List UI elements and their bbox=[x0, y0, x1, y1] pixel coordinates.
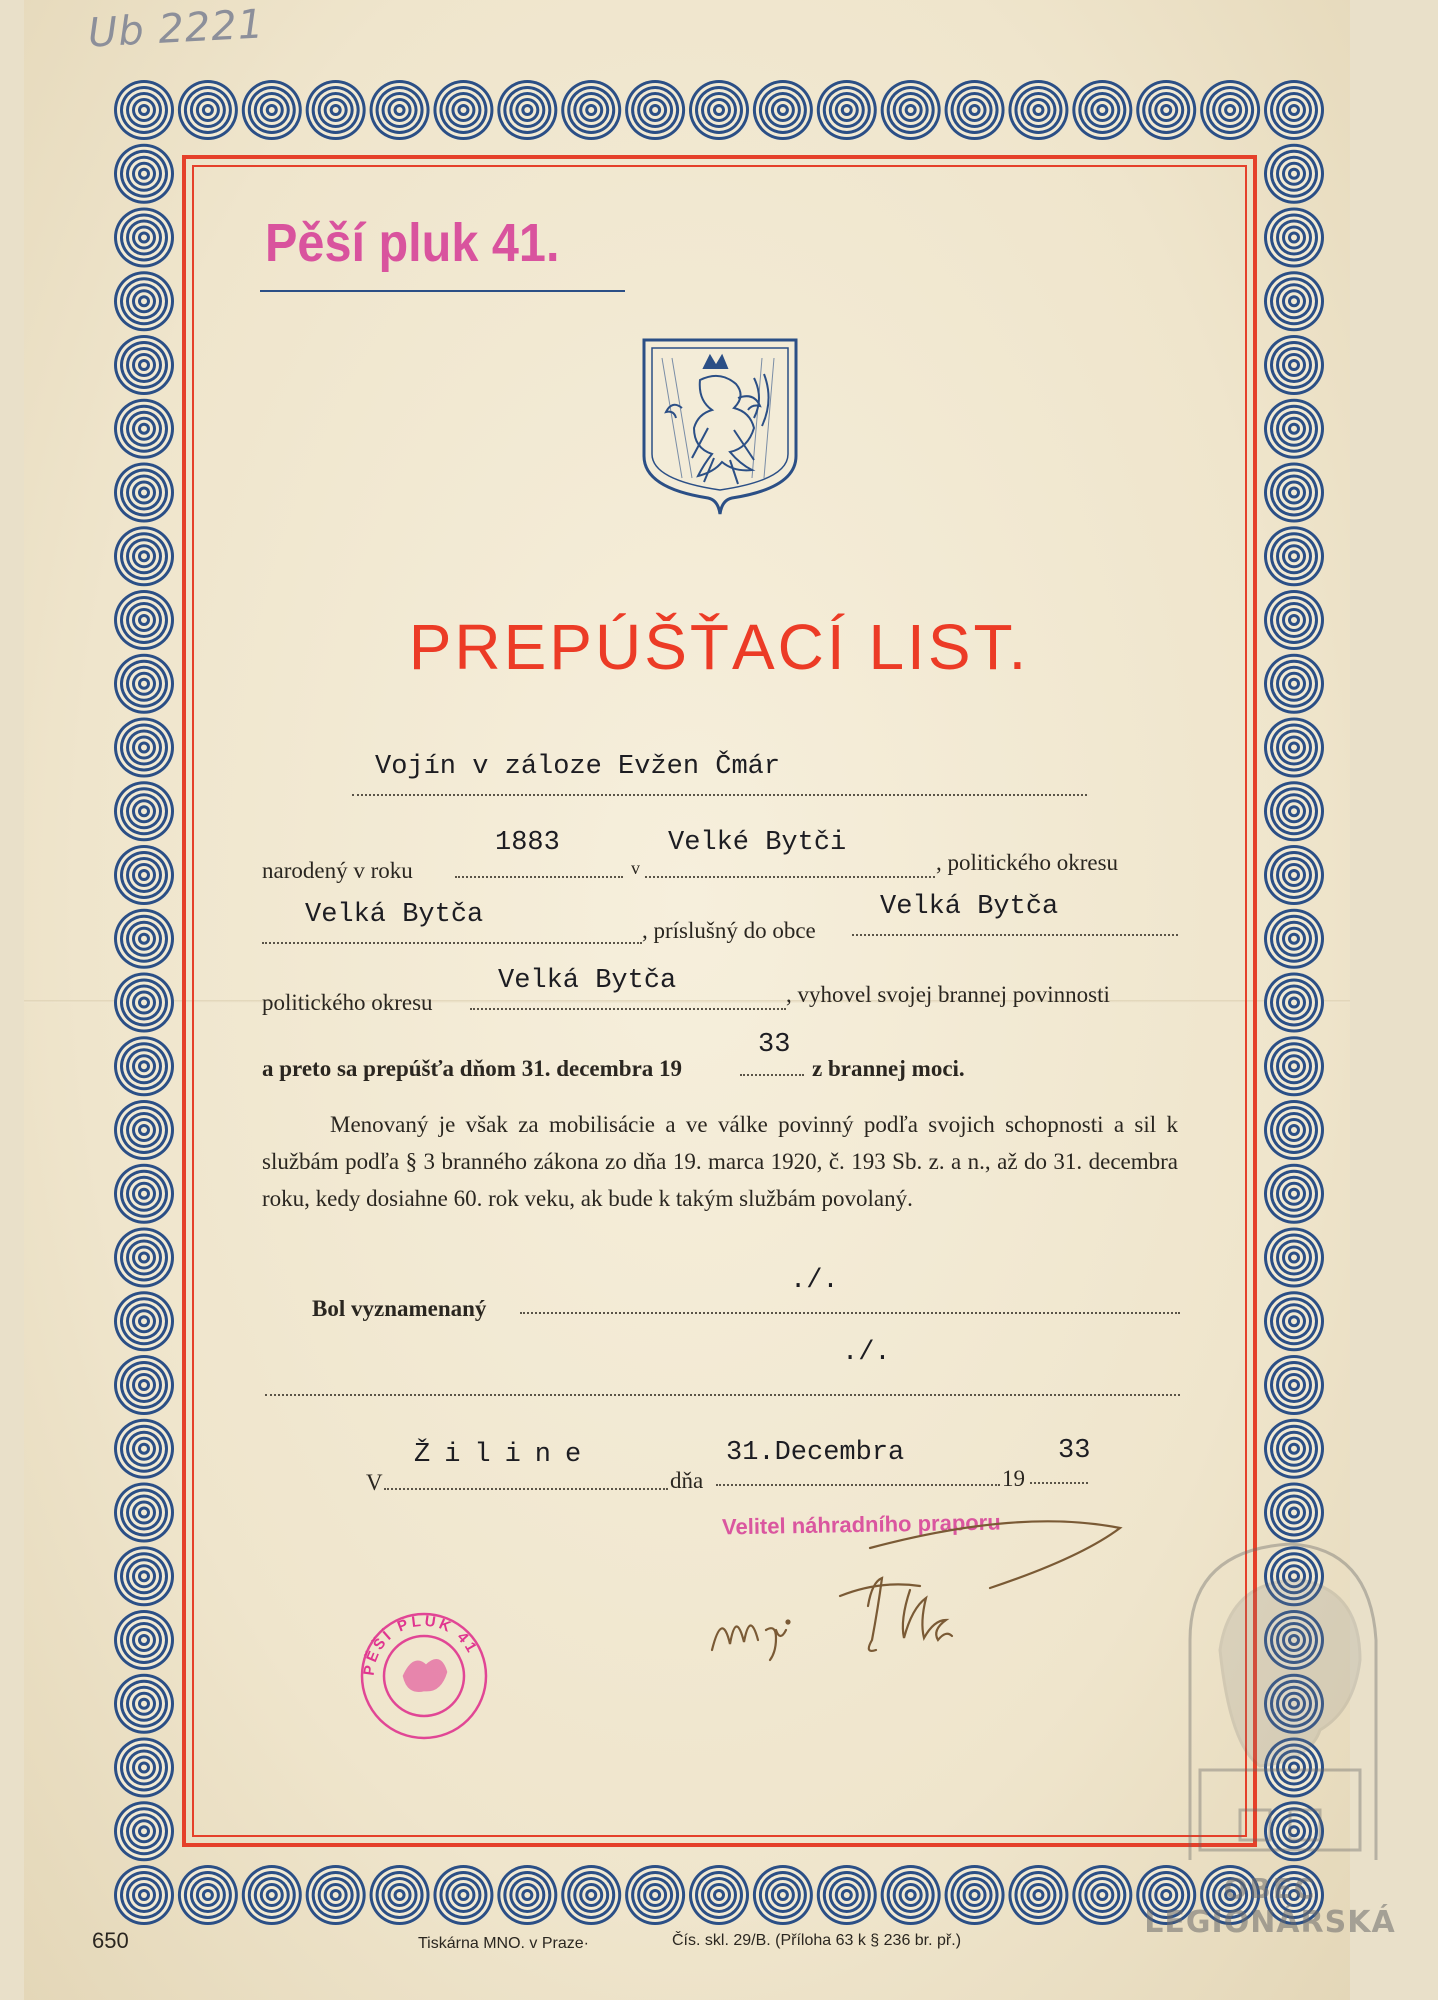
signing-place: Žiline bbox=[414, 1440, 596, 1470]
label-fulfilled: , vyhovel svojej brannej povinnosti bbox=[786, 982, 1110, 1007]
border-ring bbox=[1264, 208, 1324, 268]
dotted-line bbox=[520, 1312, 1180, 1314]
border-ring bbox=[242, 1865, 302, 1925]
border-ring bbox=[433, 80, 493, 140]
dotted-line bbox=[455, 876, 623, 878]
border-ring bbox=[306, 80, 366, 140]
border-ring bbox=[178, 1865, 238, 1925]
dotted-line bbox=[470, 1008, 786, 1010]
border-ring bbox=[114, 845, 174, 905]
dotted-line bbox=[740, 1074, 804, 1076]
border-ring bbox=[114, 144, 174, 204]
dotted-line bbox=[645, 876, 935, 878]
legion-emblem-watermark bbox=[1160, 1530, 1400, 1870]
border-ring bbox=[625, 1865, 685, 1925]
border-ring bbox=[114, 335, 174, 395]
border-ring bbox=[1200, 80, 1260, 140]
border-ring bbox=[114, 1355, 174, 1415]
round-stamp-text: PĚŠÍ PLUK 41 bbox=[360, 1612, 482, 1677]
round-stamp bbox=[350, 1602, 498, 1750]
dotted-line bbox=[265, 1394, 1180, 1396]
border-ring bbox=[1264, 399, 1324, 459]
border-ring bbox=[114, 1865, 174, 1925]
dotted-line bbox=[716, 1484, 1000, 1486]
border-ring bbox=[1264, 1291, 1324, 1351]
border-ring bbox=[1264, 80, 1324, 140]
border-ring bbox=[1136, 80, 1196, 140]
border-ring bbox=[1264, 144, 1324, 204]
signing-year: 33 bbox=[1058, 1436, 1091, 1466]
border-ring bbox=[497, 1865, 557, 1925]
border-ring bbox=[817, 1865, 877, 1925]
dotted-line bbox=[384, 1488, 668, 1490]
print-number: 650 bbox=[92, 1928, 129, 1953]
signing-date: 31.Decembra bbox=[726, 1438, 905, 1468]
border-ring bbox=[945, 80, 1005, 140]
border-ring bbox=[1264, 335, 1324, 395]
border-ring bbox=[114, 1738, 174, 1798]
border-ring bbox=[1264, 781, 1324, 841]
border-ring bbox=[114, 781, 174, 841]
border-ring bbox=[114, 1483, 174, 1543]
watermark-line-1: OBEC bbox=[1223, 1872, 1317, 1905]
border-ring bbox=[1264, 973, 1324, 1033]
release-year: 33 bbox=[758, 1030, 791, 1060]
decorated-value: ./. bbox=[790, 1266, 839, 1296]
border-ring bbox=[114, 1674, 174, 1734]
decorated-value-2: ./. bbox=[842, 1338, 891, 1368]
border-ring bbox=[114, 1100, 174, 1160]
label-born: narodený v roku bbox=[262, 858, 413, 883]
label-belongs: , príslušný do obce bbox=[642, 918, 816, 943]
border-ring bbox=[370, 1865, 430, 1925]
form-code: Čís. skl. 29/B. (Příloha 63 k § 236 br. př.) bbox=[672, 1932, 962, 1949]
border-ring bbox=[1264, 1036, 1324, 1096]
label-19: 19 bbox=[1002, 1466, 1025, 1491]
border-ring bbox=[1264, 1228, 1324, 1288]
watermark bbox=[1140, 1872, 1400, 1940]
border-ring bbox=[1264, 1100, 1324, 1160]
border-ring bbox=[1008, 1865, 1068, 1925]
obligations-paragraph: Menovaný je však za mobilisácie a ve válke povinný podľa svojich schopnosti a sil k službám podľa § 3 branného zákona zo dňa 19. marca 1920, č. 193 Sb. z. a n., až do 31. decembra roku, kedy dosiahne 60. rok veku, ak bude k takým službám povolaný. bbox=[262, 1112, 1178, 1211]
border-ring bbox=[561, 1865, 621, 1925]
signature bbox=[700, 1500, 1140, 1680]
border-ring bbox=[114, 1801, 174, 1861]
border-ring bbox=[1264, 718, 1324, 778]
archive-mark: Ub 2221 bbox=[86, 1, 266, 57]
border-ring bbox=[114, 1036, 174, 1096]
dotted-line bbox=[1030, 1482, 1088, 1484]
border-ring bbox=[433, 1865, 493, 1925]
border-ring bbox=[1264, 271, 1324, 331]
dotted-line bbox=[352, 794, 1087, 796]
border-ring bbox=[689, 1865, 749, 1925]
border-ring bbox=[1264, 526, 1324, 586]
border-ring bbox=[1264, 463, 1324, 523]
commander-stamp: Velitel náhradního praporu bbox=[721, 1509, 1001, 1540]
border-ring bbox=[114, 271, 174, 331]
border-ring bbox=[114, 463, 174, 523]
border-ring bbox=[1264, 1419, 1324, 1479]
border-ring bbox=[114, 526, 174, 586]
label-in: v bbox=[631, 858, 640, 878]
border-ring bbox=[114, 1546, 174, 1606]
border-ring bbox=[114, 1610, 174, 1670]
border-ring bbox=[114, 208, 174, 268]
border-ring bbox=[753, 80, 813, 140]
border-ring bbox=[1072, 80, 1132, 140]
label-decorated: Bol vyznamenaný bbox=[312, 1296, 487, 1321]
border-ring bbox=[114, 909, 174, 969]
border-ring bbox=[561, 80, 621, 140]
watermark-line-2: LEGIONÁRSKÁ bbox=[1144, 1905, 1396, 1940]
birth-year: 1883 bbox=[495, 828, 560, 858]
border-ring bbox=[370, 80, 430, 140]
border-ring bbox=[881, 80, 941, 140]
document-title: PREPÚŠŤACÍ LIST. bbox=[408, 611, 1030, 683]
regiment-stamp: Pěší pluk 41. bbox=[265, 213, 560, 273]
border-ring bbox=[178, 80, 238, 140]
border-ring bbox=[1264, 1164, 1324, 1224]
border-ring bbox=[1008, 80, 1068, 140]
border-ring bbox=[114, 1228, 174, 1288]
stamp-underline bbox=[260, 290, 625, 292]
district: Velká Bytča bbox=[305, 900, 484, 930]
border-ring bbox=[114, 1419, 174, 1479]
coat-of-arms-icon bbox=[642, 338, 798, 516]
border-ring bbox=[689, 80, 749, 140]
border-ring bbox=[945, 1865, 1005, 1925]
border-ring bbox=[114, 1291, 174, 1351]
release-text-end: z brannej moci. bbox=[812, 1056, 965, 1081]
border-ring bbox=[1264, 845, 1324, 905]
label-dna: dňa bbox=[670, 1468, 704, 1493]
label-v: V bbox=[366, 1470, 383, 1495]
dotted-line bbox=[852, 934, 1178, 936]
border-ring bbox=[1072, 1865, 1132, 1925]
border-ring bbox=[114, 718, 174, 778]
birth-place: Velké Bytči bbox=[668, 828, 847, 858]
municipality: Velká Bytča bbox=[880, 892, 1059, 922]
release-text: a preto sa prepúšťa dňom 31. decembra 19 bbox=[262, 1056, 683, 1081]
border-ring bbox=[625, 80, 685, 140]
border-ring bbox=[114, 80, 174, 140]
border-ring bbox=[114, 973, 174, 1033]
border-ring bbox=[881, 1865, 941, 1925]
printer-credit: Tiskárna MNO. v Praze· bbox=[418, 1935, 589, 1952]
border-ring bbox=[114, 399, 174, 459]
dotted-line bbox=[262, 942, 642, 944]
border-ring bbox=[114, 1164, 174, 1224]
border-ring bbox=[1264, 1355, 1324, 1415]
label-district-2: politického okresu bbox=[262, 990, 433, 1015]
typed-name-line: Vojín v záloze Evžen Čmár bbox=[375, 752, 781, 782]
label-district: , politického okresu bbox=[936, 850, 1119, 875]
border-ring bbox=[306, 1865, 366, 1925]
border-ring bbox=[497, 80, 557, 140]
district-2: Velká Bytča bbox=[498, 966, 677, 996]
border-ring bbox=[753, 1865, 813, 1925]
border-ring bbox=[817, 80, 877, 140]
border-ring bbox=[1264, 909, 1324, 969]
border-ring bbox=[242, 80, 302, 140]
